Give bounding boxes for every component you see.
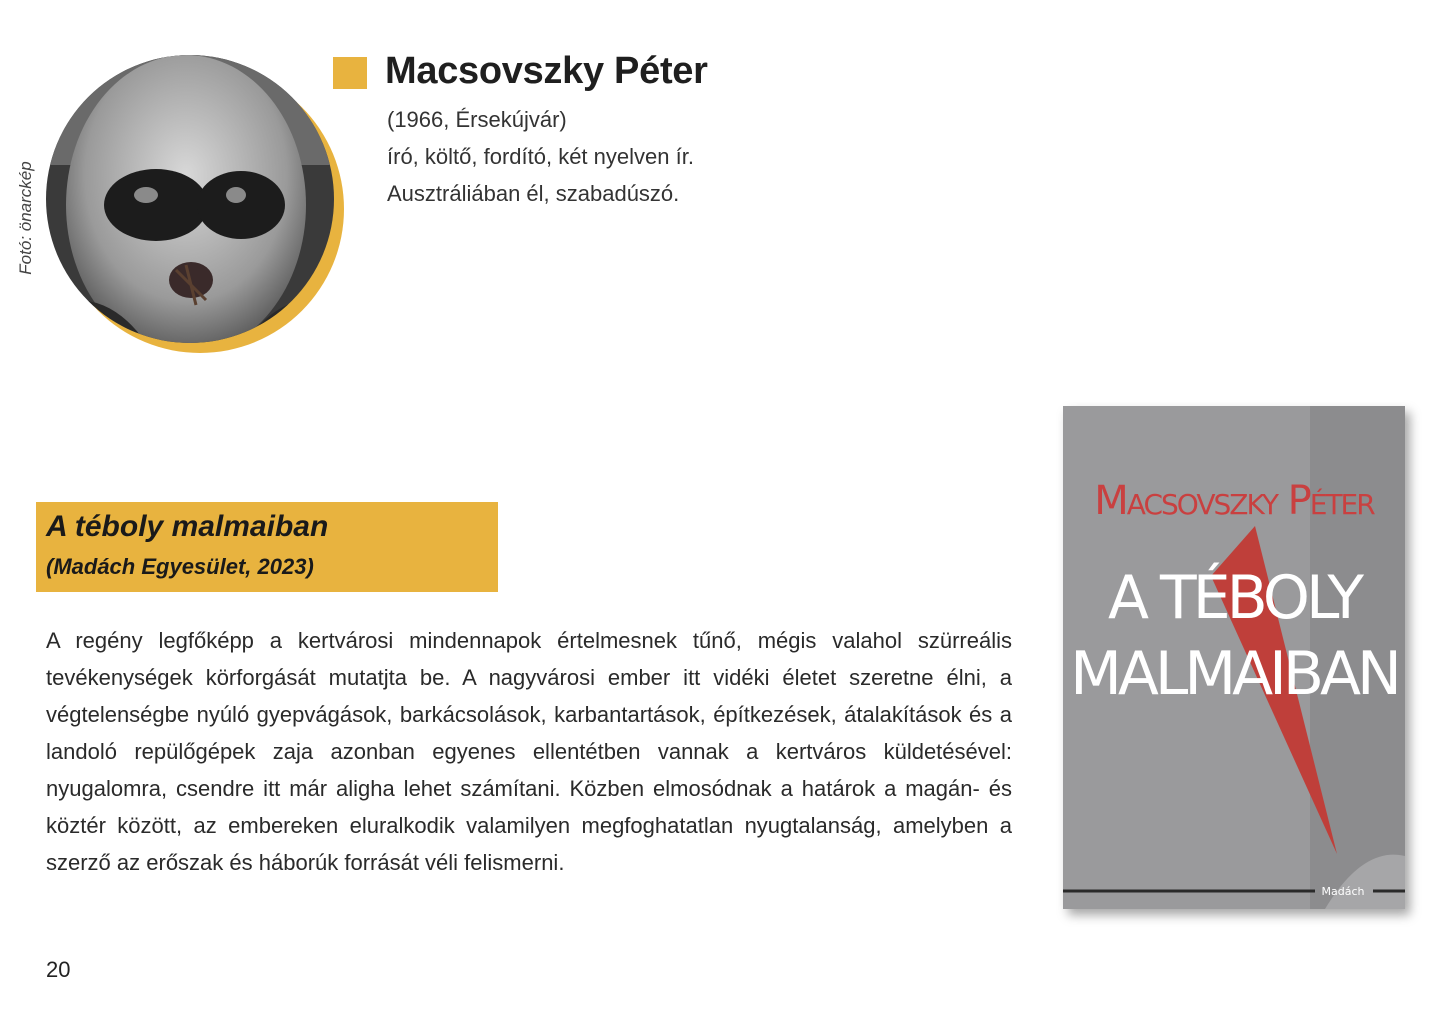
portrait-illustration [46,55,334,343]
author-portrait [46,55,346,355]
cover-author: Macsovszky Péter [1094,478,1374,524]
page-number: 20 [46,957,71,982]
book-publisher: (Madách Egyesület, 2023) [46,554,314,579]
cover-title-line1: A TÉBOLY [1107,563,1361,633]
book-title-banner [36,502,498,592]
name-accent-square [333,57,367,89]
bio-line: (1966, Érsekújvár) [387,107,567,132]
author-bio [387,101,694,212]
bio-line: Ausztráliában él, szabadúszó. [387,181,680,206]
author-name: Macsovszky Péter [385,50,708,92]
portrait-photo [46,55,334,343]
bio-line: író, költő, fordító, két nyelven ír. [387,144,694,169]
book-cover-art [1063,406,1405,909]
cover-publisher: Madách [1321,885,1365,898]
photo-credit-text: Fotó: önarckép [16,160,35,275]
photo-credit [8,150,44,285]
cover-title-line2: MALMAIBAN [1070,639,1398,709]
book-cover [1063,406,1405,909]
book-description: A regény legfőképp a kertvárosi mindennapok értelmesnek tűnő, mégis valahol szürreális tevékenységek körforgását mutatjta be. A nagyvárosi ember itt vidéki életet szeretne élni, a végtelenségbe nyúló gyepvágások, barkácsolások, karbantartások, építkezések, átalakítások és a landoló repülőgépek zaja azonban egyenes ellentétben vannak a kertváros küldetésével: nyugalomra, csendre itt már aligha lehet számítani. Közben elmosódnak a határok a magán- és köztér között, az embereken eluralkodik valamilyen megfoghatatlan nyugtalanság, amelyben a szerző az erőszak és háborúk forrását véli felismerni. [46,628,1012,875]
book-title: A téboly malmaiban [46,510,329,543]
